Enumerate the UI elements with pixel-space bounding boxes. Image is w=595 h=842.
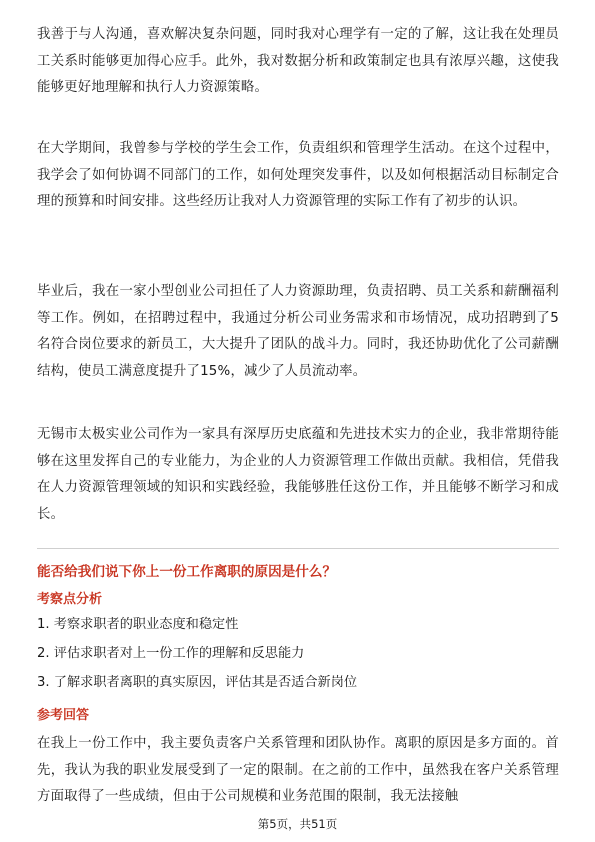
section-divider [37, 548, 559, 549]
analysis-point-2: 2. 评估求职者对上一份工作的理解和反思能力 [37, 646, 305, 661]
analysis-point-3: 3. 了解求职者离职的真实原因，评估其是否适合新岗位 [37, 675, 358, 690]
reference-title: 参考回答 [37, 708, 90, 723]
answer-paragraph-1: 我善于与人沟通，喜欢解决复杂问题，同时我对心理学有一定的了解，这让我在处理员工关系时能够更加得心应手。此外，我对数据分析和政策制定也具有浓厚兴趣，这使我能够更好地理解和执行人力资源策略。 [37, 27, 559, 95]
answer-paragraph-4: 无锡市太极实业公司作为一家具有深厚历史底蕴和先进技术实力的企业，我非常期待能够在这里发挥自己的专业能力，为企业的人力资源管理工作做出贡献。我相信，凭借我在人力资源管理领域的知识和实践经验，我能够胜任这份工作，并且能够不断学习和成长。 [37, 427, 559, 522]
answer-paragraph-2: 在大学期间，我曾参与学校的学生会工作，负责组织和管理学生活动。在这个过程中，我学会了如何协调不同部门的工作，如何处理突发事件，以及如何根据活动目标制定合理的预算和时间安排。这些经历让我对人力资源管理的实际工作有了初步的认识。 [37, 141, 559, 209]
analysis-title: 考察点分析 [37, 592, 103, 607]
analysis-point-1: 1. 考察求职者的职业态度和稳定性 [37, 617, 239, 632]
interview-question: 能否给我们说下你上一份工作离职的原因是什么？ [37, 564, 337, 580]
reference-answer-text: 在我上一份工作中，我主要负责客户关系管理和团队协作。离职的原因是多方面的。首先，我认为我的职业发展受到了一定的限制。在之前的工作中，虽然我在客户关系管理方面取得了一些成绩，但由于公司规模和业务范围的限制，我无法接触 [37, 736, 559, 804]
page-footer: 第5页，共51页 [257, 817, 338, 831]
answer-paragraph-3: 毕业后，我在一家小型创业公司担任了人力资源助理，负责招聘、员工关系和薪酬福利等工作。例如，在招聘过程中，我通过分析公司业务需求和市场情况，成功招聘到了5名符合岗位要求的新员工，大大提升了团队的战斗力。同时，我还协助优化了公司薪酬结构，使员工满意度提升了15%，减少了人员流动率。 [37, 284, 559, 379]
